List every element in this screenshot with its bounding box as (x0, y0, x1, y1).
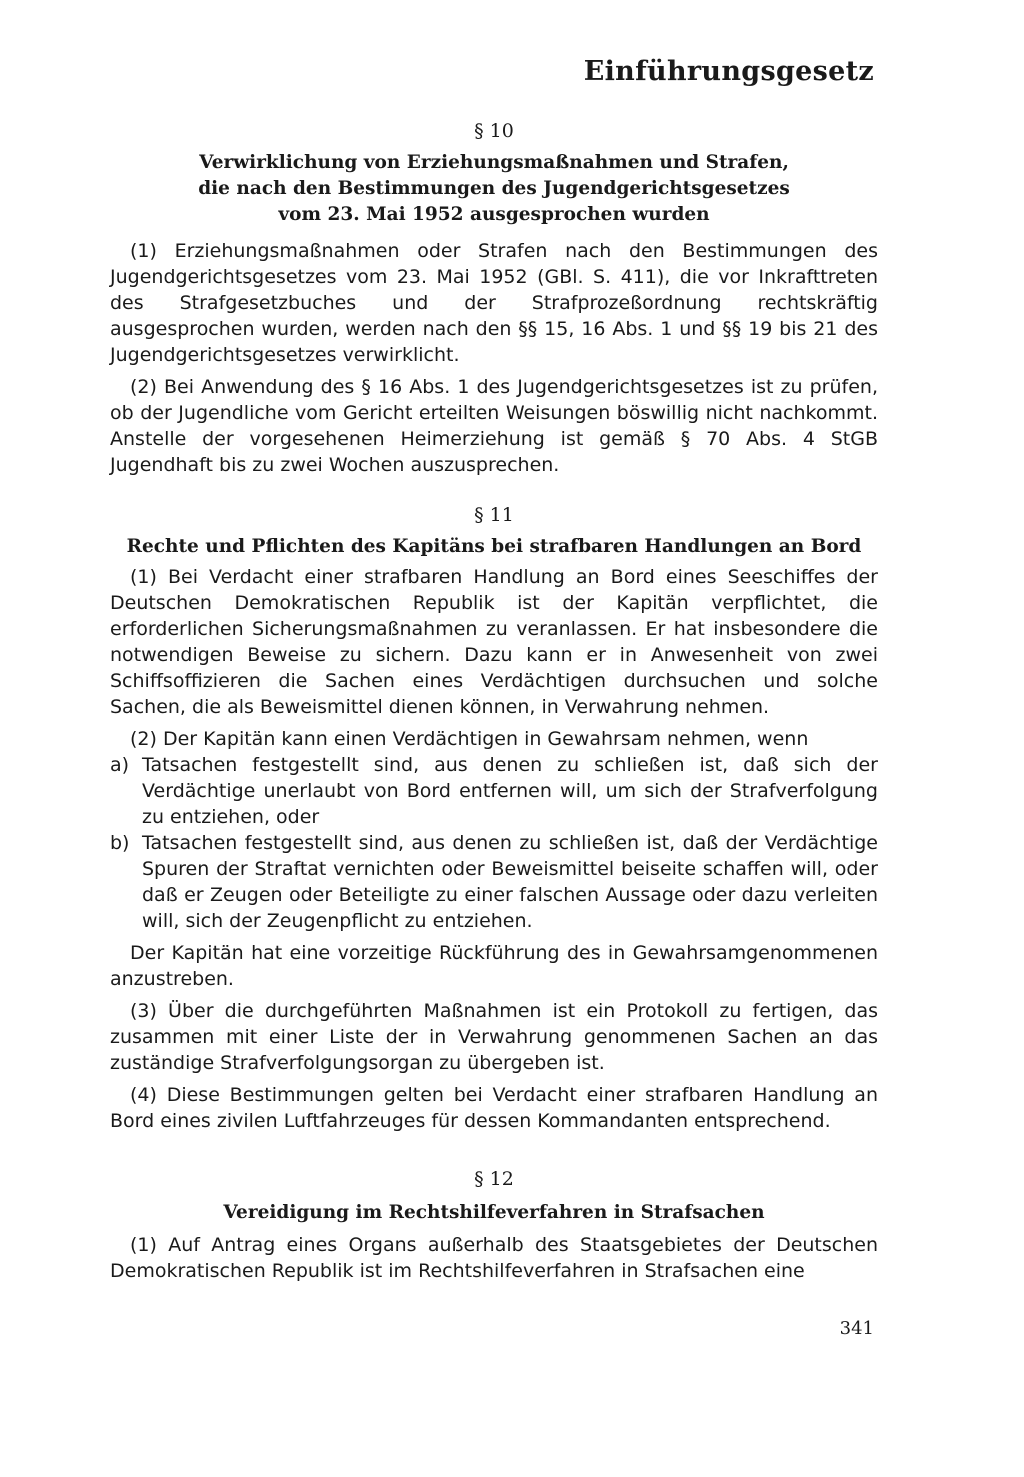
paragraph: (2) Der Kapitän kann einen Verdächtigen in Gewahrsam nehmen, wenn (130, 728, 809, 750)
list-item-text: Tatsachen festgestellt sind, aus denen zu schließen ist, daß sich der Verdächtige unerlaubt von Bord entfernen will, um sich der Strafverfolgung zu entziehen, oder (142, 754, 878, 828)
section-heading-line: vom 23. Mai 1952 ausgesprochen wurden (278, 204, 710, 225)
section-11 (110, 504, 878, 1134)
paragraph: (4) Diese Bestimmungen gelten bei Verdacht einer strafbaren Handlung an Bord eines zivilen Luftfahrzeuges für dessen Kommandanten entsprechend. (110, 1084, 878, 1132)
page-number: 341 (839, 1318, 874, 1339)
paragraph: (2) Bei Anwendung des § 16 Abs. 1 des Jugendgerichtsgesetzes ist zu prüfen, ob der Jugendliche vom Gericht erteilten Weisungen böswillig nicht nachkommt. Anstelle der vorgesehenen Heimerziehung ist gemäß § 70 Abs. 4 StGB Jugendhaft bis zu zwei Wochen auszusprechen. (110, 376, 878, 476)
section-heading-line: die nach den Bestimmungen des Jugendgerichtsgesetzes (198, 178, 790, 199)
paragraph: Der Kapitän hat eine vorzeitige Rückführung des in Gewahrsamgenommenen anzustreben. (110, 942, 878, 990)
section-12 (110, 1168, 878, 1284)
section-heading: Vereidigung im Rechtshilfeverfahren in Strafsachen (223, 1202, 765, 1223)
running-head: Einführungsgesetz (583, 56, 874, 87)
section-10 (110, 120, 878, 478)
paragraph: (1) Bei Verdacht einer strafbaren Handlung an Bord eines Seeschiffes der Deutschen Demokratischen Republik ist der Kapitän verpflichtet, die erforderlichen Sicherungsmaßnahmen zu veranlassen. Er hat insbesondere die notwendigen Beweise zu sichern. Dazu kann er in Anwesenheit von zwei Schiffsoffizieren die Sachen eines Verdächtigen durchsuchen und solche Sachen, die als Beweismittel dienen können, in Verwahrung nehmen. (110, 566, 878, 718)
paragraph: (1) Auf Antrag eines Organs außerhalb des Staatsgebietes der Deutschen Demokratischen Republik ist im Rechtshilfeverfahren in Strafsachen eine (110, 1234, 878, 1282)
section-number: § 12 (474, 1168, 514, 1190)
list-marker: a) (110, 754, 130, 776)
section-heading: Rechte und Pflichten des Kapitäns bei strafbaren Handlungen an Bord (126, 536, 862, 557)
section-number: § 10 (474, 120, 514, 142)
paragraph: (3) Über die durchgeführten Maßnahmen ist ein Protokoll zu fertigen, das zusammen mit einer Liste der in Verwahrung genommenen Sachen an das zuständige Strafverfolgungsorgan zu übergeben ist. (110, 1000, 878, 1074)
list-item (110, 830, 878, 934)
list-item (110, 752, 878, 830)
section-heading-line: Verwirklichung von Erziehungsmaßnahmen und Strafen, (199, 152, 789, 173)
list-marker: b) (110, 832, 130, 854)
section-number: § 11 (474, 504, 514, 526)
list-item-text: Tatsachen festgestellt sind, aus denen zu schließen ist, daß der Verdächtige Spuren der Straftat vernichten oder Beweismittel beiseite schaffen will, oder daß er Zeugen oder Beteiligte zu einer falschen Aussage oder dazu verleiten will, sich der Zeugenpflicht zu entziehen. (142, 832, 878, 932)
paragraph: (1) Erziehungsmaßnahmen oder Strafen nach den Bestimmungen des Jugendgerichtsgesetzes vom 23. Mai 1952 (GBl. S. 411), die vor Inkrafttreten des Strafgesetzbuches und der Strafprozeßordnung rechtskräftig ausgesprochen wurden, werden nach den §§ 15, 16 Abs. 1 und §§ 19 bis 21 des Jugendgerichtsgesetzes verwirklicht. (110, 240, 878, 366)
